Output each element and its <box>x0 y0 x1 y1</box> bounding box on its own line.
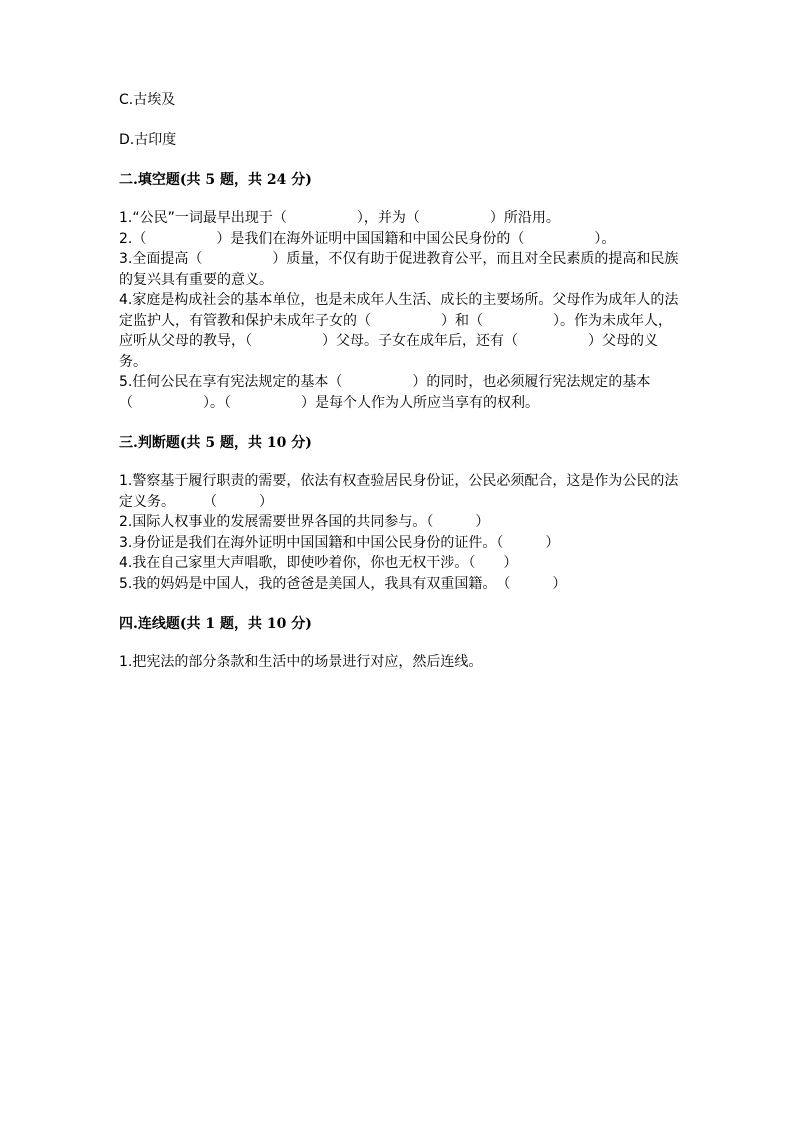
question-item: 2.（ ）是我们在海外证明中国国籍和中国公民身份的（ ）。 <box>119 230 616 247</box>
question-item: 1.把宪法的部分条款和生活中的场景进行对应，然后连线。 <box>119 654 483 670</box>
true-false-section <box>119 433 679 594</box>
true-false-questions <box>119 471 679 594</box>
option-c: C.古埃及 <box>119 92 176 108</box>
exam-page <box>119 90 679 693</box>
question-item: 5.我的妈妈是中国人，我的爸爸是美国人，我具有双重国籍。 （ ） <box>119 575 567 592</box>
fill-blank-section <box>119 170 679 413</box>
matching-questions <box>119 652 679 673</box>
question-item: 5.任何公民在享有宪法规定的基本（ ）的同时，也必须履行宪法规定的基本（ ）。（ ）是每个人作为人所应当享有的权利。 <box>119 374 651 411</box>
question-item: 2.国际人权事业的发展需要世界各国的共同参与。（ ） <box>119 514 490 530</box>
section-title-fill-blank: 二.填空题(共 5 题，共 24 分) <box>119 172 312 188</box>
question-item: 1.警察基于履行职责的需要，依法有权查验居民身份证，公民必须配合，这是作为公民的法定义务。 （ ） <box>119 473 679 510</box>
question-item: 4.家庭是构成社会的基本单位，也是未成年人生活、成长的主要场所。父母作为成年人的法定监护人，有管教和保护未成年子女的（ ）和（ ）。作为未成年人，应听从父母的教导，（ ）父母。子女在成年后，还有（ ）父母的义务。 <box>119 292 679 370</box>
section-title-matching: 四.连线题(共 1 题，共 10 分) <box>119 616 312 632</box>
option-d: D.古印度 <box>119 132 177 148</box>
question-item: 3.全面提高（ ）质量，不仅有助于促进教育公平，而且对全民素质的提高和民族的复兴具有重要的意义。 <box>119 251 679 288</box>
fill-blank-questions <box>119 208 679 413</box>
matching-section <box>119 614 679 673</box>
section-title-true-false: 三.判断题(共 5 题，共 10 分) <box>119 435 312 451</box>
question-item: 4.我在自己家里大声唱歌，即使吵着你，你也无权干涉。（ ） <box>119 555 518 571</box>
question-item: 1.“公民”一词最早出现于（ ），并为（ ）所沿用。 <box>119 210 560 226</box>
question-item: 3.身份证是我们在海外证明中国国籍和中国公民身份的证件。（ ） <box>119 534 560 551</box>
